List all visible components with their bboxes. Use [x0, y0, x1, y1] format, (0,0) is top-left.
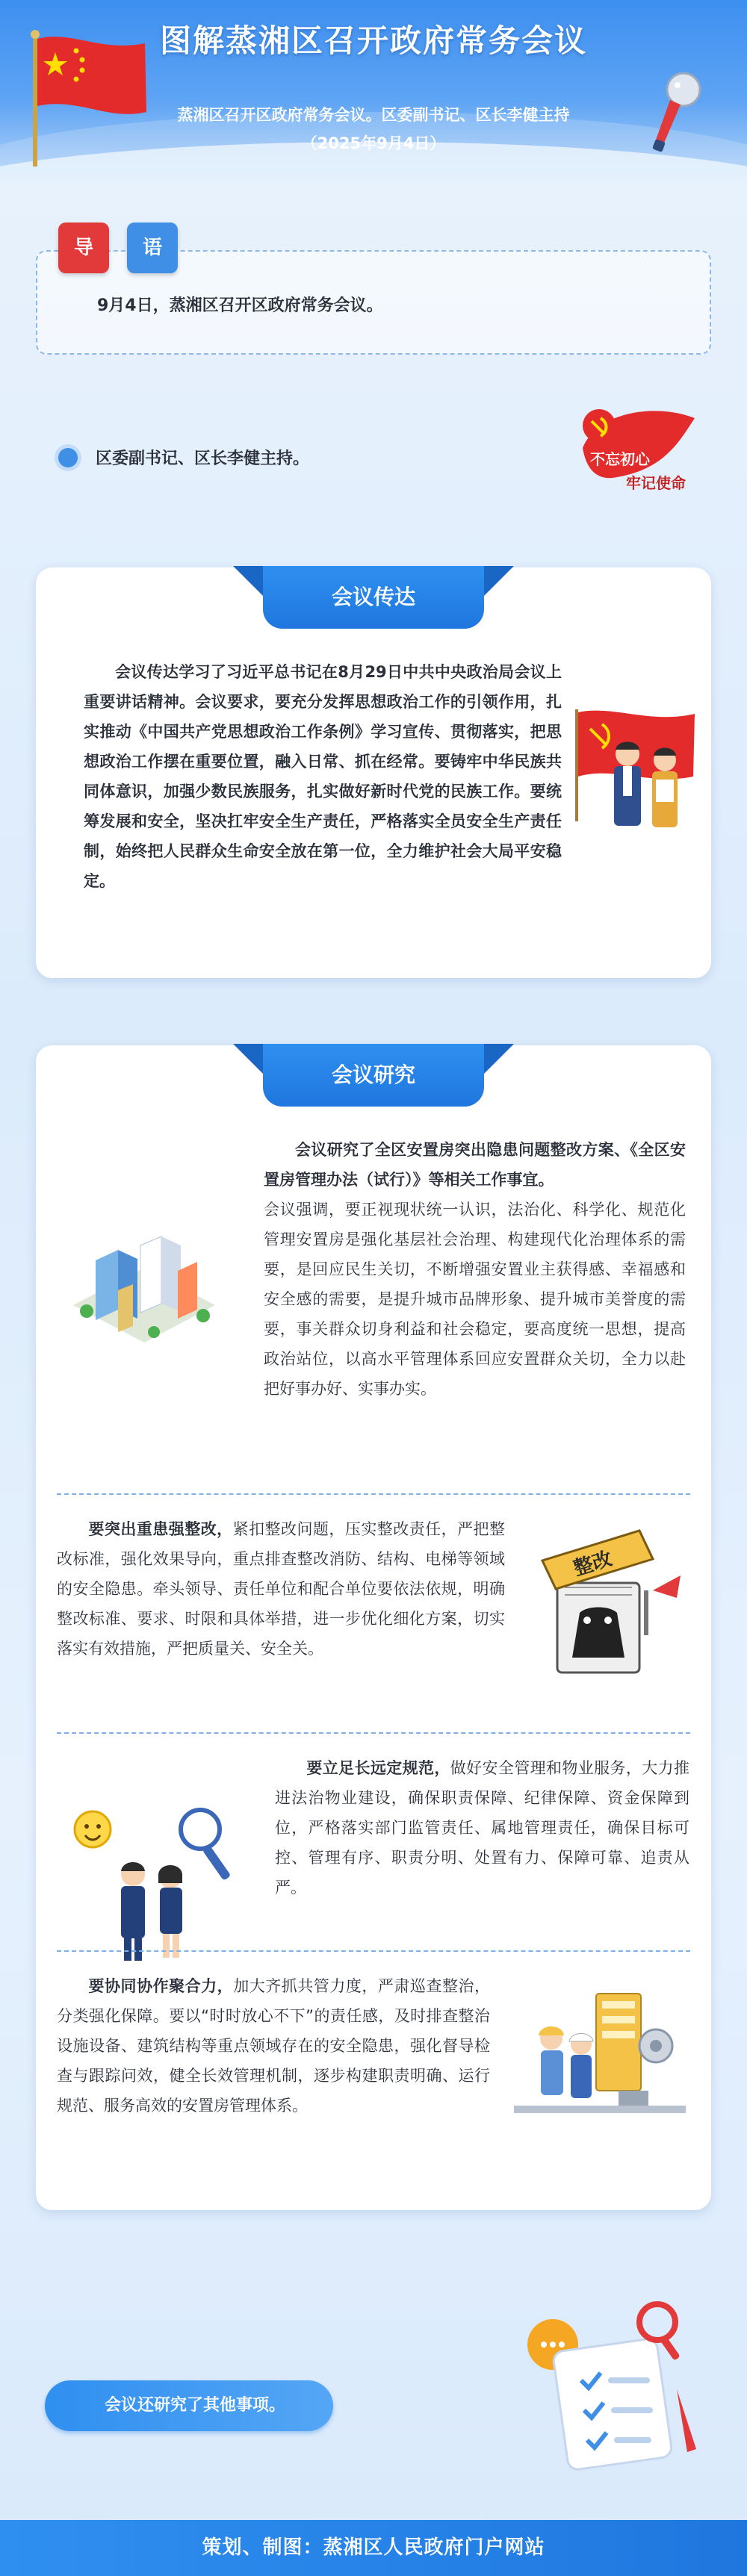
other-matters-pill: 会议还研究了其他事项。 [45, 2380, 333, 2431]
header-banner [0, 0, 747, 183]
block4-text [57, 1971, 490, 2121]
workers-construction-illustration [514, 1986, 686, 2135]
intro-badge-left: 导 [58, 223, 109, 273]
logo-text-2: 牢记使命 [626, 474, 686, 492]
tab-meeting-research: 会议研究 [263, 1044, 484, 1107]
party-emblem-logo [568, 396, 702, 508]
card-meeting-convey [36, 567, 711, 978]
microphone-icon [631, 67, 721, 157]
intro-badge-right: 语 [127, 223, 178, 273]
page-date: （2025年9月4日） [301, 134, 446, 152]
block2-body: 紧扣整改问题，压实整改责任，严把整改标准，强化效果导向，重点排查整改消防、结构、电梯等领域的安全隐患。牵头领导、责任单位和配合单位要依法依规，明确整改标准、要求、时限和具体举措，进一步优化细化方案，切实落实有效措施，严把质量关、安全关。 [57, 1520, 506, 1658]
rectification-illustration [527, 1523, 692, 1687]
tab-meeting-convey: 会议传达 [263, 566, 484, 629]
host-text: 区委副书记、区长李健主持。 [96, 449, 310, 468]
block3-lead: 要立足长远定规范， [306, 1759, 450, 1777]
business-people-illustration [66, 1799, 252, 1971]
page-title: 图解蒸湘区召开政府常务会议 [159, 22, 587, 59]
block1-body: 会议强调，要正视现状统一认识，法治化、科学化、规范化管理安置房是强化基层社会治理、构建现代化治理体系的需要，是回应民生关切，不断增强安置业主获得感、幸福感和安全感的需要，是提升城市品牌形象、提升城市美誉度的需要，事关群众切身利益和社会稳定，要高度统一思想，提高政治站位，以高水平管理体系回应安置群众关切，全力以赴把好事办好、实事办实。 [264, 1201, 686, 1398]
section-divider [57, 1493, 690, 1495]
block3-body: 做好安全管理和物业服务，大力推进法治物业建设，确保职责保障、纪律保障、资金保障到位，严格落实部门监管责任、属地管理责任，确保目标可控、管理有序、职责分明、处置有力、保障可靠、追责从严。 [275, 1759, 689, 1897]
block2-lead: 要突出重患强整改， [88, 1520, 233, 1538]
block1-lead: 会议研究了全区安置房突出隐患问题整改方案、《全区安置房管理办法（试行）》等相关工作事宜。 [264, 1141, 686, 1189]
intro-text: 9月4日，蒸湘区召开区政府常务会议。 [97, 296, 383, 315]
block3-text [275, 1753, 689, 1903]
section1-body: 会议传达学习了习近平总书记在8月29日中共中央政治局会议上重要讲话精神。会议要求，要充分发挥思想政治工作的引领作用，扎实推动《中国共产党思想政治工作条例》学习宣传、贯彻落实，把思想政治工作摆在重要位置，融入日常、抓在经常。要铸牢中华民族共同体意识，加强少数民族服务，扎实做好新时代党的民族工作。要统筹发展和安全，坚决扛牢安全生产责任，严格落实全员安全生产责任制，始终把人民群众生命安全放在第一位，全力维护社会大局平安稳定。 [84, 663, 562, 890]
block2-text [57, 1514, 505, 1664]
section-divider [57, 1950, 690, 1952]
footer-credits: 策划、制图：蒸湘区人民政府门户网站 [0, 2520, 747, 2576]
party-flag-people-illustration [568, 702, 702, 851]
rectify-sign-text: 整改 [571, 1547, 616, 1581]
checklist-icon [500, 2292, 710, 2479]
city-buildings-illustration [66, 1216, 223, 1357]
section-divider [57, 1732, 690, 1734]
bullet-dot-icon [58, 448, 78, 467]
logo-text-1: 不忘初心 [590, 450, 650, 468]
page-subtitle: 蒸湘区召开区政府常务会议。区委副书记、区长李健主持 [177, 106, 570, 124]
block4-body: 加大齐抓共管力度，严肃巡查整治，分类强化保障。要以“时时放心不下”的责任感，及时排查整治设施设备、建筑结构等重点领域存在的安全隐患，强化督导检查与跟踪问效，健全长效管理机制，逐步构建职责明确、运行规范、服务高效的安置房管理体系。 [57, 1977, 491, 2115]
card-meeting-research [36, 1045, 711, 2210]
block4-lead: 要协同协作聚合力， [88, 1977, 234, 1995]
